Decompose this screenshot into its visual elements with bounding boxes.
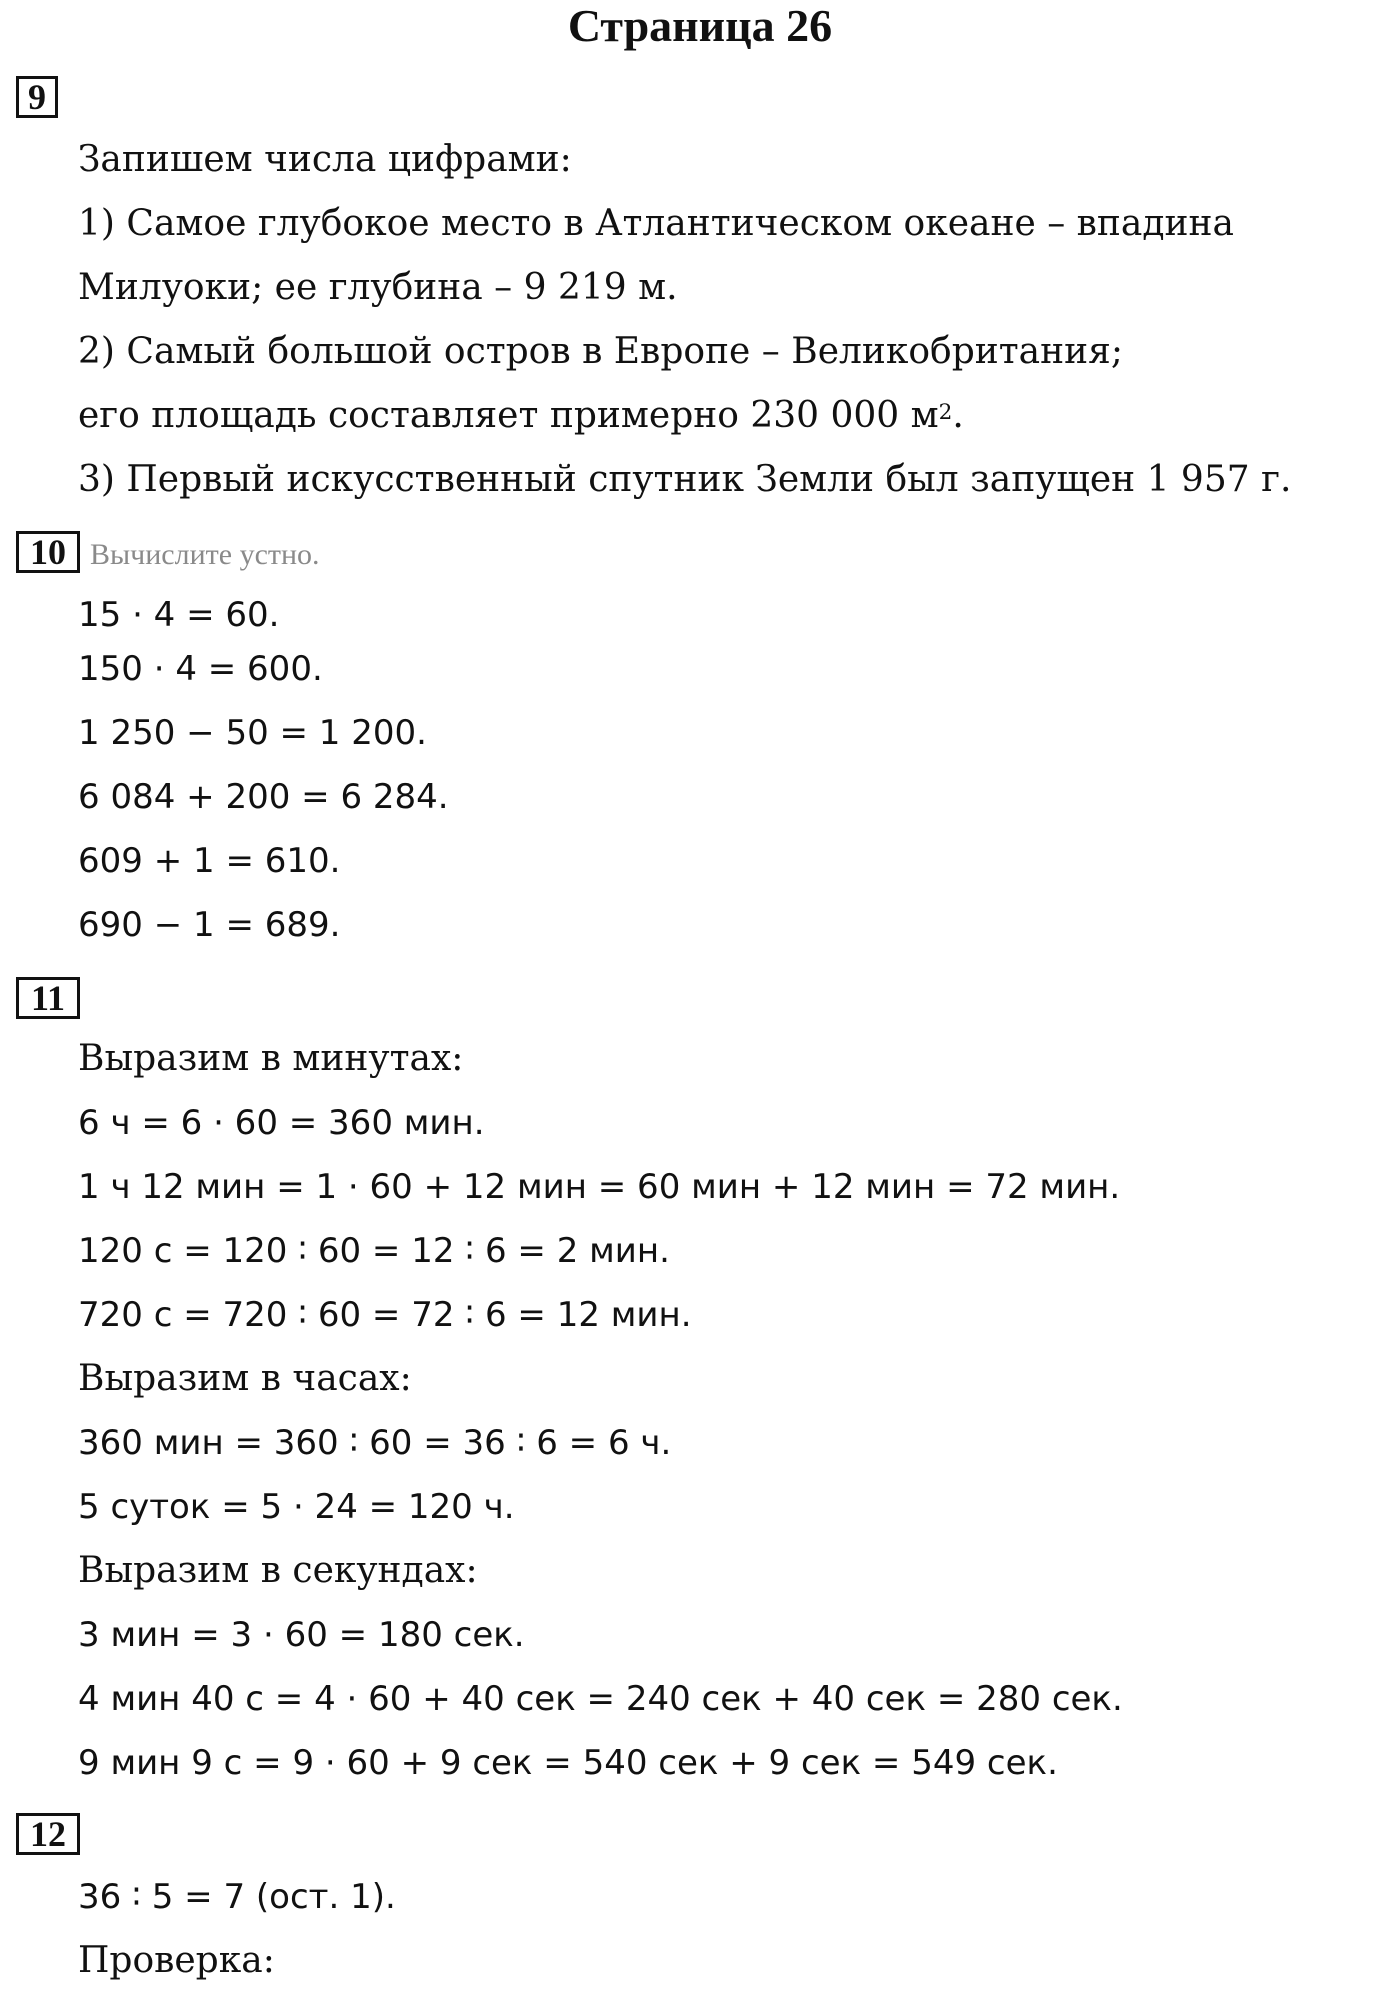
task11-seconds-line1: 3 мин = 3 · 60 = 180 сек. — [78, 1615, 525, 1655]
task11-seconds-line2: 4 мин 40 с = 4 · 60 + 40 сек = 240 сек + 40 сек = 280 сек. — [78, 1679, 1123, 1719]
task11-minutes-line3: 120 с = 120 ∶ 60 = 12 ∶ 6 = 2 мин. — [78, 1231, 670, 1271]
task12-line2: Проверка: — [78, 1940, 275, 1981]
task10-line2: 150 · 4 = 600. — [78, 649, 323, 689]
task11-heading-seconds: Выразим в секундах: — [78, 1550, 478, 1591]
task11-minutes-line2: 1 ч 12 мин = 1 · 60 + 12 мин = 60 мин + 12 мин = 72 мин. — [78, 1167, 1121, 1207]
task9-line4-end: . — [952, 395, 964, 436]
task-number-12: 12 — [16, 1813, 80, 1855]
task-number-10: 10 — [16, 531, 80, 573]
task11-heading-hours: Выразим в часах: — [78, 1358, 412, 1399]
task12-line1: 36 ∶ 5 = 7 (ост. 1). — [78, 1877, 396, 1917]
task11-minutes-line1: 6 ч = 6 · 60 = 360 мин. — [78, 1103, 485, 1143]
task10-hint: Вычислите устно. — [90, 538, 320, 571]
task11-seconds-line3: 9 мин 9 с = 9 · 60 + 9 сек = 540 сек + 9 сек = 549 сек. — [78, 1743, 1058, 1783]
task9-line4-superscript: 2 — [938, 400, 953, 426]
task9-intro: Запишем числа цифрами: — [78, 139, 572, 180]
task11-heading-minutes: Выразим в минутах: — [78, 1038, 464, 1079]
task9-line4 — [78, 394, 964, 438]
task10-line4: 6 084 + 200 = 6 284. — [78, 777, 449, 817]
task9-line2: Милуоки; ее глубина – 9 219 м. — [78, 267, 678, 308]
task11-hours-line2: 5 суток = 5 · 24 = 120 ч. — [78, 1487, 515, 1527]
page-title: Страница 26 — [567, 0, 833, 51]
task-number-11: 11 — [16, 977, 80, 1019]
task10-line3: 1 250 − 50 = 1 200. — [78, 713, 427, 753]
task9-line5: 3) Первый искусственный спутник Земли был запущен 1 957 г. — [78, 459, 1292, 500]
task10-line6: 690 − 1 = 689. — [78, 905, 341, 945]
task-number-9: 9 — [16, 76, 58, 118]
task11-hours-line1: 360 мин = 360 ∶ 60 = 36 ∶ 6 = 6 ч. — [78, 1423, 672, 1463]
task11-minutes-line4: 720 с = 720 ∶ 60 = 72 ∶ 6 = 12 мин. — [78, 1295, 692, 1335]
task10-line5: 609 + 1 = 610. — [78, 841, 341, 881]
task10-line1: 15 · 4 = 60. — [78, 595, 280, 635]
task9-line3: 2) Самый большой остров в Европе – Великобритания; — [78, 331, 1123, 372]
task9-line4-main: его площадь составляет примерно 230 000 м — [78, 395, 939, 436]
task9-line1: 1) Самое глубокое место в Атлантическом океане – впадина — [78, 203, 1234, 244]
